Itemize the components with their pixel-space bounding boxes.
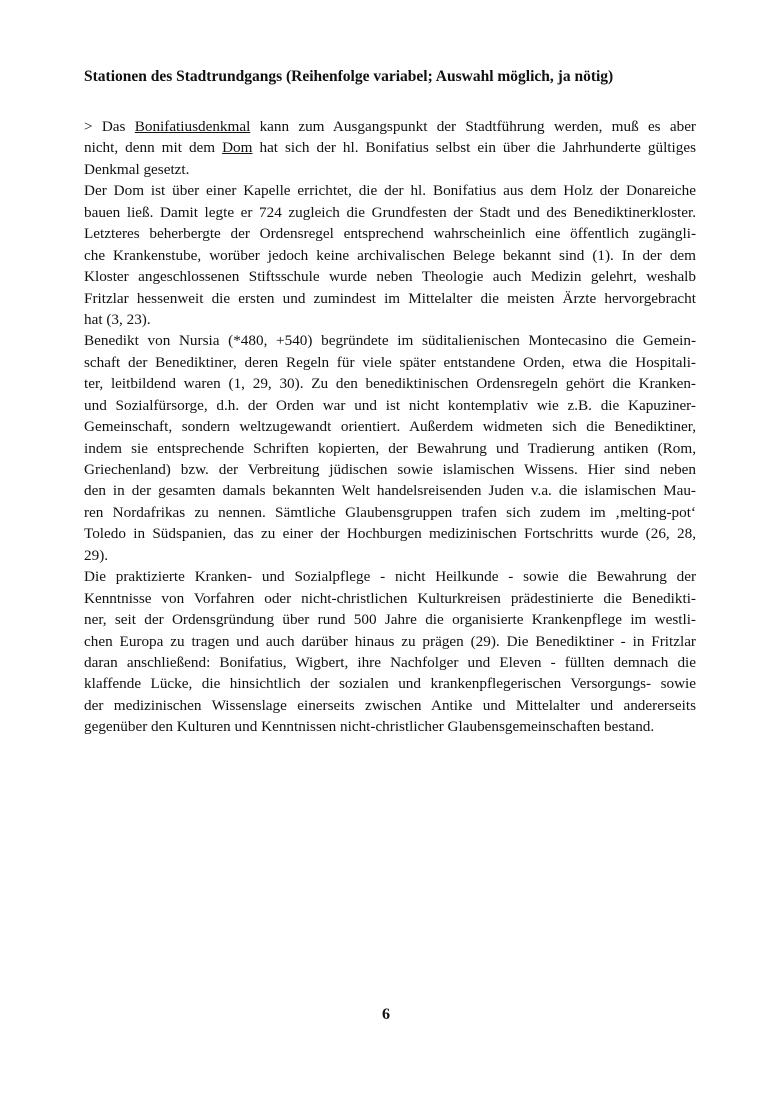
paragraph-3-line: indem sie entsprechende Schriften kopierten, der Bewahrung und Tradierung antiken (Rom,: [84, 439, 696, 457]
section-heading: Stationen des Stadtrundgangs (Reihenfolge variabel; Auswahl möglich, ja nötig): [84, 68, 614, 85]
paragraph-4-line: ner, seit der Ordensgründung über rund 500 Jahre die organisierte Krankenpflege im westli-: [84, 611, 696, 629]
paragraph-3-line: Griechenland) bzw. der Verbreitung jüdischen sowie islamischen Wissens. Hier sind neben: [84, 461, 696, 478]
paragraph-2-line: Kloster angeschlossenen Stiftsschule wurde neben Theologie auch Medizin gelehrt, weshalb: [84, 268, 696, 286]
paragraph-4-line: klaffende Lücke, die hinsichtlich der sozialen und krankenpflegerischen Versorgungs- sowie: [84, 675, 696, 693]
paragraph-3-line: Toledo in Südspanien, das zu einer der Hochburgen medizinischen Fortschritts wurde (26, 28,: [84, 525, 696, 543]
paragraph-2-line: Der Dom ist über einer Kapelle errichtet, die der hl. Bonifatius aus dem Holz der Donareiche: [84, 182, 696, 200]
paragraph-4-line: Die praktizierte Kranken- und Sozialpflege - nicht Heilkunde - sowie die Bewahrung der: [84, 568, 696, 586]
bonifatiusdenkmal-link: Bonifatiusdenkmal: [134, 118, 251, 135]
paragraph-2-line: Fritzlar hessenweit die ersten und zumindest im Mittelalter die meisten Ärzte hervorgebracht: [84, 289, 696, 307]
paragraph-1-line-3: Denkmal gesetzt.: [84, 160, 190, 178]
paragraph-3-line: 29).: [84, 546, 109, 564]
paragraph-1-line-2: [84, 137, 696, 158]
text-fragment: hat sich der hl. Bonifatius selbst ein über die Jahrhunderte gültiges: [252, 139, 696, 157]
paragraph-1-line-1: [84, 116, 696, 137]
paragraph-4-line: der medizinischen Wissenslage einerseits zwischen Antike und Mittelalter und andererseits: [84, 696, 696, 714]
paragraph-2-line: Letzteres beherbergte der Ordensregel entsprechend wahrscheinlich eine öffentlich zugängli-: [84, 225, 696, 243]
paragraph-2-line: hat (3, 23).: [84, 310, 151, 328]
body-text: [84, 116, 696, 738]
text-fragment: nicht, denn mit dem: [84, 139, 223, 157]
text-fragment: > Das: [84, 118, 135, 135]
page-number: 6: [382, 1006, 390, 1023]
paragraph-3-line: Gemeinschaft, sondern weltzugewandt orientiert. Außerdem widmeten sich die Benediktiner,: [84, 418, 696, 436]
paragraph-2-line: che Krankenstube, worüber jedoch keine archivalischen Belege bekannt sind (1). In der dem: [84, 246, 696, 264]
paragraph-4-line: Kenntnisse von Vorfahren oder nicht-christlichen Kulturkreisen prädestinierte die Benedikti-: [84, 589, 696, 607]
paragraph-3-line: den in der gesamten damals bekannten Welt handelsreisenden Juden v.a. die islamischen Mau-: [84, 482, 696, 500]
paragraph-3-line: Benedikt von Nursia (*480, +540) begründete im süditalienischen Montecasino die Gemein-: [84, 332, 696, 350]
paragraph-3-line: schaft der Benediktiner, deren Regeln für viele später entstandene Orden, etwa die Hospitali-: [84, 353, 696, 371]
paragraph-3-line: und Sozialfürsorge, d.h. der Orden war und ist nicht kontemplativ wie z.B. die Kapuziner-: [84, 396, 696, 414]
paragraph-3-line: ren Nordafrikas zu nennen. Sämtliche Glaubensgruppen trafen sich zudem im ‚melting-pot‘: [84, 503, 696, 521]
text-fragment: kann zum Ausgangspunkt der Stadtführung werden, muß es aber: [250, 118, 696, 135]
paragraph-4-line: chen Europa zu tragen und auch darüber hinaus zu prägen (29). Die Benediktiner - in Fritzlar: [84, 632, 696, 650]
paragraph-3-line: ter, leitbildend waren (1, 29, 30). Zu den benediktinischen Ordensregeln gehört die Kranken-: [84, 375, 696, 393]
paragraph-4-line: gegenüber den Kulturen und Kenntnissen nicht-christlicher Glaubensgemeinschaften bestand.: [84, 718, 655, 736]
paragraph-4-line: daran anschließend: Bonifatius, Wigbert, ihre Nachfolger und Eleven - füllten demnach die: [84, 653, 696, 671]
dom-link: Dom: [222, 139, 253, 157]
paragraph-2-line: bauen ließ. Damit legte er 724 zugleich die Grundfesten der Stadt und des Benediktinerkloster.: [84, 203, 696, 221]
